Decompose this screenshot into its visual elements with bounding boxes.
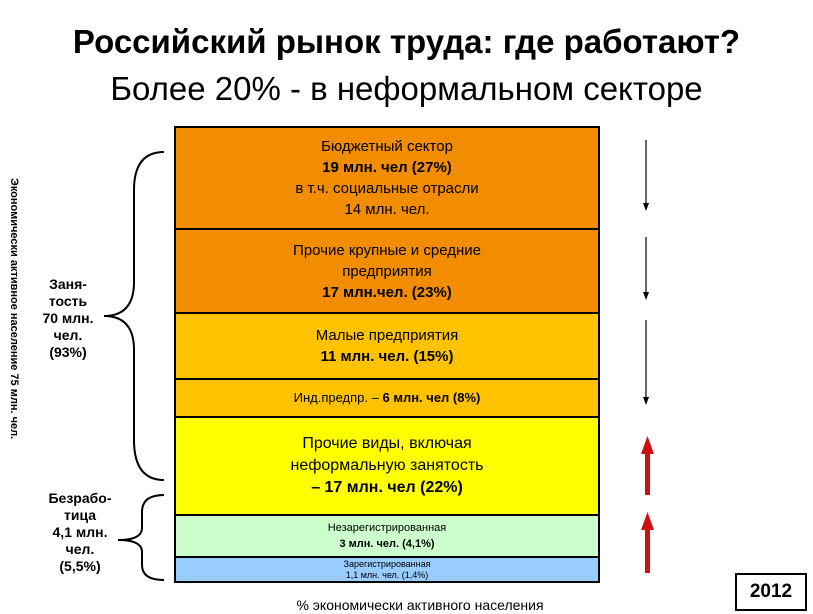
block-line: Прочие виды, включая: [302, 435, 472, 452]
footer-caption: % экономически активного населения: [296, 597, 544, 613]
block-informal-employment: [174, 416, 600, 516]
vertical-axis-label: Экономически активное население 75 млн. чел.: [8, 178, 20, 440]
unemployment-line: (5,5%): [59, 558, 101, 574]
page-title: Российский рынок труда: где работают?: [72, 23, 741, 60]
block-line: Малые предприятия: [315, 327, 459, 344]
unemployment-line: чел.: [65, 541, 95, 557]
employment-line: чел.: [53, 327, 83, 343]
year-badge: 2012: [735, 573, 807, 611]
employment-group-label: [28, 276, 108, 361]
block-line: Прочие крупные и средние: [293, 241, 481, 259]
up-arrow-1: [641, 436, 654, 495]
block-small-enterprises: [174, 312, 600, 380]
block-line: 19 млн. чел (27%): [322, 159, 452, 176]
block-line: в т.ч. социальные отрасли: [295, 180, 479, 197]
block-unregistered-unemployment: [174, 514, 600, 558]
block-line: предприятия: [342, 262, 432, 280]
block-line: 17 млн.чел. (23%): [322, 283, 452, 301]
employment-brace: [104, 152, 164, 480]
block-line: – 17 млн. чел (22%): [311, 479, 463, 496]
block-large-medium-enterprises: [174, 228, 600, 314]
down-arrow-2: [643, 237, 649, 300]
employment-line: (93%): [49, 344, 87, 360]
employment-line: Заня-: [49, 276, 87, 292]
up-arrow-2: [641, 512, 654, 573]
block-budget-sector: [174, 126, 600, 230]
block-line: Зарегистрированная: [343, 558, 431, 569]
employment-line: тость: [48, 293, 88, 309]
down-arrow-3: [643, 320, 649, 405]
block-registered-unemployment: [174, 556, 600, 583]
unemployment-line: Безрабо-: [48, 490, 112, 506]
block-line: 3 млн. чел. (4,1%): [339, 538, 435, 550]
unemployment-group-label: [36, 490, 124, 575]
block-line: 1,1 млн. чел. (1,4%): [345, 569, 429, 580]
unemployment-line: 4,1 млн.: [52, 524, 108, 540]
employment-line: 70 млн.: [42, 310, 94, 326]
block-line: 14 млн. чел.: [344, 201, 430, 218]
block-line: Незарегистрированная: [327, 522, 447, 534]
unemployment-brace: [118, 495, 164, 580]
down-arrow-1: [643, 140, 649, 211]
page-subtitle: Более 20% - в неформальном секторе: [110, 70, 703, 107]
block-line: 6 млн. чел (8%): [382, 390, 481, 405]
block-line: неформальную занятость: [290, 457, 484, 474]
unemployment-line: тица: [63, 507, 97, 523]
block-line: Бюджетный сектор: [321, 138, 453, 155]
block-individual-entrepreneurs: [174, 378, 600, 418]
block-line: 11 млн. чел. (15%): [320, 348, 454, 365]
block-line: Инд.предпр. –: [293, 390, 383, 405]
